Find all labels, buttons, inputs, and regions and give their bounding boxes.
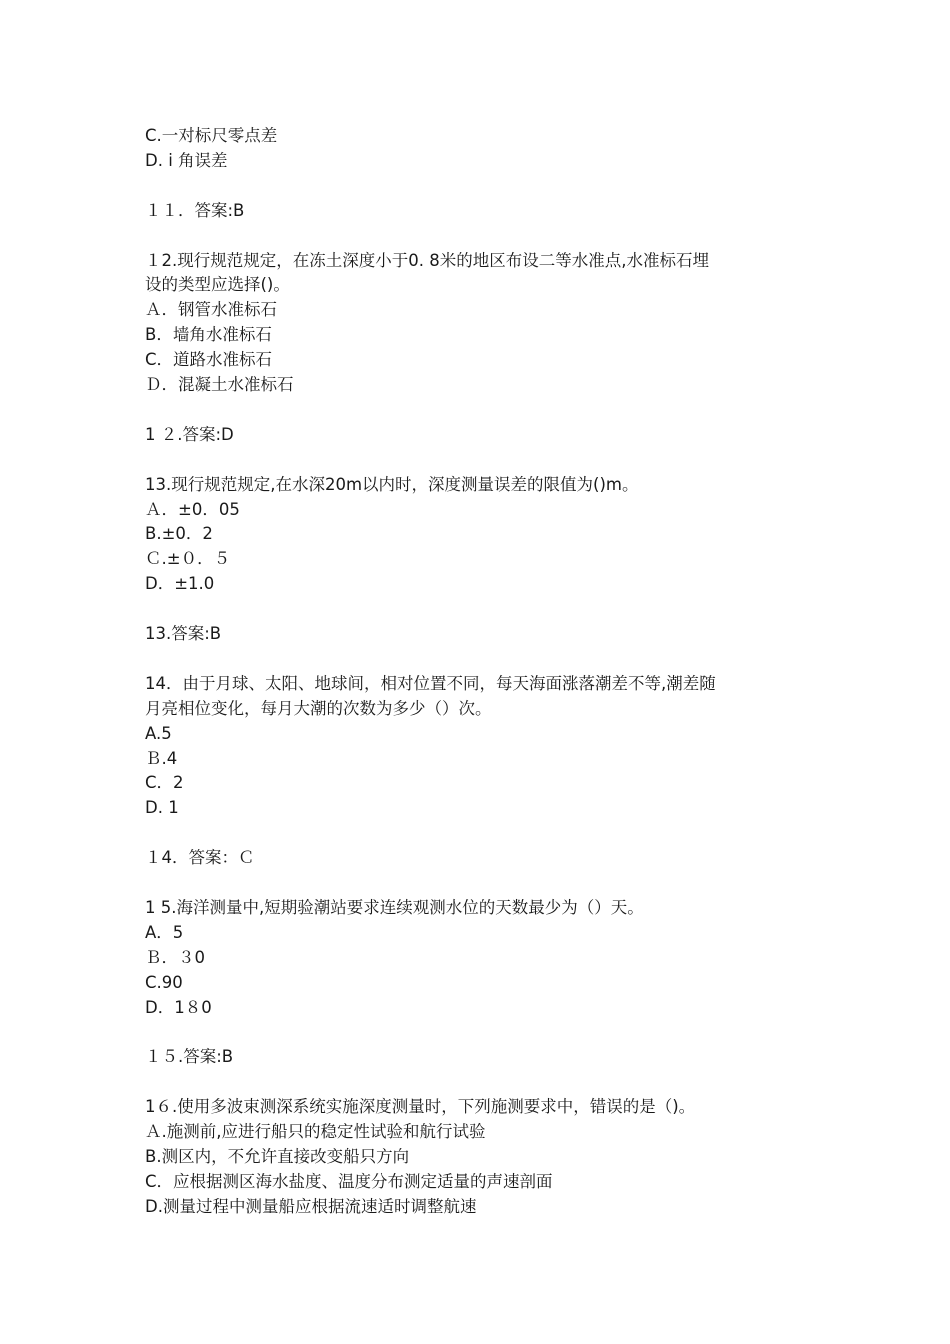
q14-option-b: Ｂ.4 (145, 748, 178, 768)
q10-option-d: D. i 角误差 (145, 150, 228, 170)
answer-14: １4．答案：Ｃ (145, 848, 255, 868)
q14-option-d: D. 1 (145, 798, 179, 818)
q10-option-c: C.一对标尺零点差 (145, 126, 278, 145)
q16-option-c: C．应根据测区海水盐度、温度分布测定适量的声速剖面 (145, 1171, 553, 1191)
q14-stem-line1: 14．由于月球、太阳、地球间，相对位置不同，每天海面涨落潮差不等,潮差随 (145, 673, 716, 693)
answer-15: １５.答案:B (145, 1047, 234, 1067)
q15-option-b: Ｂ．３0 (145, 947, 205, 967)
spacer (145, 1021, 825, 1046)
q13-option-a: Ａ．±0．05 (145, 499, 240, 519)
q13-stem: 13.现行规范规定,在水深20m以内时，深度测量误差的限值为()m。 (145, 474, 639, 494)
spacer (145, 224, 825, 249)
spacer (145, 1070, 825, 1095)
spacer (145, 821, 825, 846)
q14-option-c: C．2 (145, 773, 184, 793)
q15-stem: 1 5.海洋测量中,短期验潮站要求连续观测水位的天数最少为（）天。 (145, 897, 644, 917)
q16-option-d: D.测量过程中测量船应根据流速适时调整航速 (145, 1196, 477, 1216)
q12-option-b: B．墙角水准标石 (145, 325, 272, 345)
q15-option-d: D．1８0 (145, 997, 212, 1017)
q15-option-a: A．5 (145, 922, 184, 942)
q15-option-c: C.90 (145, 972, 183, 992)
q16-option-a: Ａ.施测前,应进行船只的稳定性试验和航行试验 (145, 1122, 486, 1142)
document-body (145, 124, 825, 1220)
spacer (145, 398, 825, 423)
spacer (145, 871, 825, 896)
spacer (145, 647, 825, 672)
q16-option-b: B.测区内，不允许直接改变船只方向 (145, 1147, 410, 1166)
spacer (145, 174, 825, 199)
q12-option-d: Ｄ．混凝土水准标石 (145, 375, 294, 395)
answer-12: 1 ２.答案:D (145, 424, 234, 444)
q12-option-c: C．道路水准标石 (145, 350, 273, 370)
q16-stem: 1６.使用多波束测深系统实施深度测量时，下列施测要求中，错误的是（)。 (145, 1097, 696, 1117)
q12-stem-line1: １2.现行规范规定，在冻土深度小于0. 8米的地区布设二等水准点,水准标石埋 (145, 250, 709, 270)
q12-option-a: Ａ．钢管水准标石 (145, 300, 277, 320)
q13-option-c: Ｃ.±０．５ (145, 549, 231, 569)
answer-11: １１．答案:B (145, 200, 245, 220)
spacer (145, 448, 825, 473)
spacer (145, 597, 825, 622)
q13-option-b: B.±0．2 (145, 524, 213, 544)
answer-13: 13.答案:B (145, 624, 222, 644)
q12-stem-line2: 设的类型应选择()。 (145, 275, 290, 295)
q13-option-d: D．±1.0 (145, 574, 215, 594)
q14-stem-line2: 月亮相位变化，每月大潮的次数为多少（）次。 (145, 698, 492, 718)
q14-option-a: A.5 (145, 723, 172, 743)
